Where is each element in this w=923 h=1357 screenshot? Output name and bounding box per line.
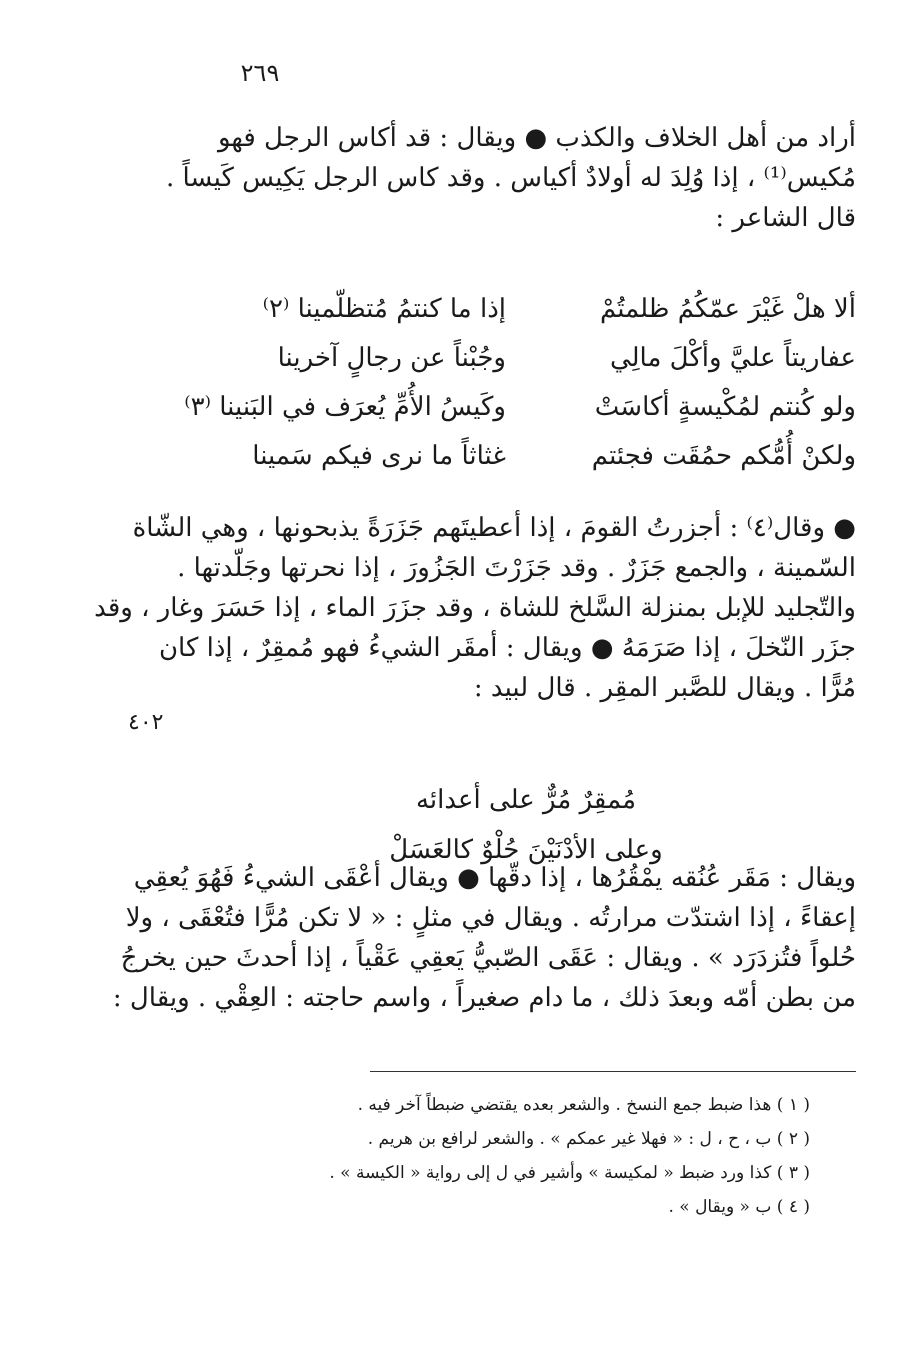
footnotes	[329, 1088, 810, 1224]
verse-line	[196, 285, 856, 334]
verse-line	[196, 334, 856, 383]
verse-line	[184, 383, 856, 432]
verse-second-hemistich: وجُبْناً عن رجالٍ آخرينا	[277, 343, 506, 373]
page-number: ٢٦٩	[240, 59, 280, 87]
text-line: إعقاءً ، إذا اشتدّت مرارتُه . ويقال في مثلٍ : « لا تكن مُرًّا فتُعْقَى ، ولا	[125, 903, 856, 933]
verse-first-hemistich: عفاريتاً عليَّ وأكْلَ مالِي	[609, 343, 856, 373]
paragraph-3	[112, 858, 856, 1018]
text-line: السّمينة ، والجمع جَزَرٌ . وقد جَزَرْتَ الجَزُورَ ، إذا نحرتها وجَلّدتها .	[177, 553, 856, 583]
margin-number: ٤٠٢	[128, 710, 164, 735]
footnote: ( ١ ) هذا ضبط جمع النسخ . والشعر بعده يقتضي ضبطاً آخر فيه .	[357, 1095, 810, 1115]
verse-second-hemistich: وكَيسُ الأُمِّ يُعرَف في البَنينا ⁽٣⁾	[184, 392, 506, 422]
text-line: ويقال : مَقَر عُنُقه يمْقُرُها ، إذا دقّها ● ويقال أعْقَى الشيءُ فَهُوَ يُعقِي	[133, 863, 856, 893]
verse-second-hemistich: وعلى الأدْنَيْنَ حُلْوٌ كالعَسَلْ	[389, 835, 663, 865]
text-line: جزَر النّخلَ ، إذا صَرَمَهُ ● ويقال : أمقَر الشيءُ فهو مُمقِرٌ ، إذا كان	[158, 633, 856, 663]
verse-first-hemistich: ولكنْ أُمُّكم حمُقَت فجئتم	[591, 441, 856, 471]
text-line: مُرًّا . ويقال للصَّبر المقِر . قال لبيد :	[473, 673, 856, 703]
text-line: أراد من أهل الخلاف والكذب ● ويقال : قد أكاس الرجل فهو	[217, 123, 856, 153]
verse-first-hemistich: ألا هلْ غَيْرَ عمّكُمُ ظلمتُمْ	[600, 294, 856, 324]
text-line: ● وقال⁽٤⁾ : أجزرتُ القومَ ، إذا أعطيتَهم جَزَرَةً يذبحونها ، وهي الشّاة	[132, 513, 856, 543]
text-line: قال الشاعر :	[715, 203, 856, 233]
text-line: من بطن أمّه وبعدَ ذلك ، ما دام صغيراً ، واسم حاجته : العِقْي . ويقال :	[112, 983, 856, 1013]
text-line: حُلواً فتُزدَرَد » . ويقال : عَقَى الصّبيُّ يَعقِي عَقْياً ، إذا أحدثَ حين يخرجُ	[120, 943, 856, 973]
footnote-divider	[370, 1071, 856, 1072]
poem-verses	[184, 285, 856, 481]
text-line: والتّجليد للإبل بمنزلة السَّلخ للشاة ، وقد جزَرَ الماء ، إذا حَسَرَ وغار ، وقد	[94, 593, 856, 623]
footnote: ( ٤ ) ب « ويقال » .	[668, 1197, 810, 1217]
verse-line	[196, 432, 856, 481]
verse-first-hemistich: مُمقِرٌ مُرٌّ على أعدائه	[415, 785, 637, 815]
verse-second-hemistich: غثاثاً ما نرى فيكم سَمينا	[252, 441, 506, 471]
footnote: ( ٢ ) ب ، ح ، ل : « فهلا غير عمكم » . والشعر لرافع بن هريم .	[367, 1129, 810, 1149]
paragraph-1	[165, 118, 856, 238]
text-line: مُكيس⁽¹⁾ ، إذا وُلِدَ له أولادٌ أكياس . وقد كاس الرجل يَكِيس كَيساً .	[165, 163, 856, 193]
verse-first-hemistich: ولو كُنتم لمُكْيسةٍ أكاسَتْ	[594, 392, 856, 422]
paragraph-2	[94, 508, 856, 708]
verse-second-hemistich: إذا ما كنتمُ مُتظلّمينا ⁽٢⁾	[262, 294, 506, 324]
footnote: ( ٣ ) كذا ورد ضبط « لمكيسة » وأشير في ل إلى رواية « الكيسة » .	[329, 1163, 810, 1183]
